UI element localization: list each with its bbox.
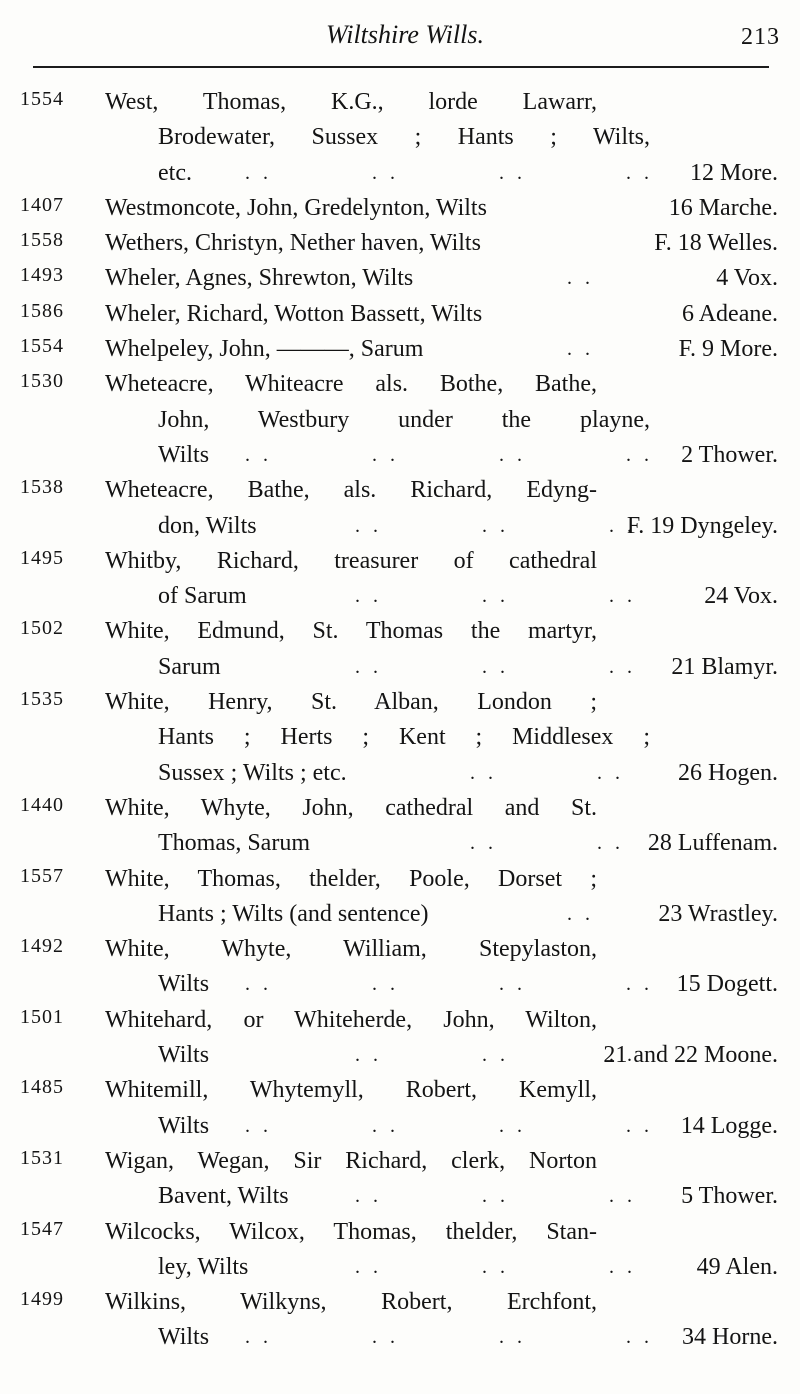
entry-description: Whelpeley, John, ———, Sarum: [105, 336, 424, 363]
entry-first-line: [0, 685, 800, 720]
register-reference: 12 More.: [690, 159, 778, 186]
entry-description: White, Thomas, thelder, Poole, Dorset ;: [105, 865, 597, 892]
register-reference: 21 Blamyr.: [671, 653, 778, 680]
register-reference: F. 18 Welles.: [654, 230, 778, 257]
page-header: [0, 16, 800, 56]
dot-leaders: . . . . . .: [355, 514, 632, 537]
entry-description: Wilkins, Wilkyns, Robert, Erchfont,: [105, 1289, 597, 1316]
will-entry: [0, 862, 800, 933]
entry-continuation-line: [0, 509, 800, 544]
dot-leaders: . . . . . .: [355, 1255, 632, 1278]
register-reference: 21 and 22 Moone.: [603, 1042, 778, 1069]
entry-description: Wilcocks, Wilcox, Thomas, thelder, Stan-: [105, 1218, 597, 1245]
dot-leaders: . . . . . .: [355, 585, 632, 608]
entry-year: 1547: [20, 1217, 64, 1240]
will-entry-list: [0, 85, 800, 1356]
will-entry: [0, 473, 800, 544]
will-entry: [0, 1144, 800, 1215]
register-reference: 16 Marche.: [668, 194, 778, 221]
entry-continuation-line: [0, 579, 800, 614]
entry-description: West, Thomas, K.G., lorde Lawarr,: [105, 89, 597, 115]
register-reference: F. 19 Dyngeley.: [626, 512, 778, 539]
entry-year: 1501: [20, 1005, 64, 1028]
entry-first-line: [0, 791, 800, 826]
entry-first-line: [0, 226, 800, 261]
register-reference: 34 Horne.: [682, 1324, 778, 1351]
will-entry: [0, 226, 800, 261]
register-reference: 26 Hogen.: [678, 759, 778, 786]
will-entry: [0, 261, 800, 296]
entry-year: 1492: [20, 935, 64, 958]
entry-first-line: [0, 544, 800, 579]
dot-leaders: . . . . . .: [355, 655, 632, 678]
will-entry: [0, 1285, 800, 1356]
entry-continuation-line: [0, 720, 800, 755]
register-reference: 28 Luffenam.: [647, 830, 778, 857]
entry-description: Wheteacre, Bathe, als. Richard, Edyng-: [105, 477, 597, 504]
entry-description: Wheler, Agnes, Shrewton, Wilts: [105, 265, 414, 292]
will-entry: [0, 791, 800, 862]
entry-continuation-line: [0, 1320, 800, 1355]
entry-year: 1554: [20, 335, 64, 358]
entry-description: White, Edmund, St. Thomas the martyr,: [105, 618, 597, 645]
dot-leaders: . .: [567, 338, 590, 361]
will-entry: [0, 932, 800, 1003]
entry-year: 1502: [20, 617, 64, 640]
will-entry: [0, 332, 800, 367]
dot-leaders: . .: [567, 902, 590, 925]
entry-description: ley, Wilts: [158, 1253, 249, 1280]
register-reference: 5 Thower.: [681, 1183, 778, 1210]
entry-description: Sarum: [158, 653, 221, 680]
entry-year: 1535: [20, 688, 64, 711]
will-entry: [0, 85, 800, 191]
entry-continuation-line: [0, 1250, 800, 1285]
entry-description: Whitehard, or Whiteherde, John, Wilton,: [105, 1006, 597, 1033]
entry-first-line: [0, 1215, 800, 1250]
header-rule: [33, 66, 769, 68]
entry-description: John, Westbury under the playne,: [158, 406, 650, 433]
entry-description: Wilts: [158, 1324, 210, 1351]
entry-description: White, Whyte, William, Stepylaston,: [105, 936, 597, 963]
dot-leaders: . .: [567, 267, 590, 290]
entry-year: 1586: [20, 299, 64, 322]
dot-leaders: . . . . . .: [355, 1044, 632, 1067]
entry-continuation-line: [0, 1179, 800, 1214]
entry-first-line: [0, 1003, 800, 1038]
entry-year: 1493: [20, 264, 64, 287]
register-reference: 49 Alen.: [696, 1253, 778, 1280]
entry-description: Sussex ; Wilts ; etc.: [158, 759, 347, 786]
entry-first-line: [0, 85, 800, 120]
page-number: 213: [741, 24, 780, 50]
entry-description: Wheteacre, Whiteacre als. Bothe, Bathe,: [105, 371, 597, 398]
entry-year: 1558: [20, 229, 64, 252]
entry-first-line: [0, 1285, 800, 1320]
entry-first-line: [0, 614, 800, 649]
dot-leaders: . . . . . . . .: [245, 161, 649, 184]
entry-first-line: [0, 332, 800, 367]
will-entry: [0, 1003, 800, 1074]
entry-year: 1531: [20, 1146, 64, 1169]
register-reference: F. 9 More.: [678, 336, 778, 363]
register-reference: 2 Thower.: [681, 441, 778, 468]
entry-first-line: [0, 367, 800, 402]
entry-description: Wilts: [158, 1112, 210, 1139]
entry-description: Brodewater, Sussex ; Hants ; Wilts,: [158, 124, 650, 151]
entry-first-line: [0, 191, 800, 226]
dot-leaders: . . . . . . . .: [245, 1326, 649, 1349]
entry-continuation-line: [0, 156, 800, 191]
running-title: Wiltshire Wills.: [326, 20, 484, 49]
entry-description: Wilts: [158, 971, 210, 998]
entry-first-line: [0, 297, 800, 332]
entry-description: of Sarum: [158, 583, 247, 610]
entry-continuation-line: [0, 1038, 800, 1073]
entry-continuation-line: [0, 967, 800, 1002]
entry-description: Wigan, Wegan, Sir Richard, clerk, Norton: [105, 1147, 597, 1174]
entry-description: Thomas, Sarum: [158, 830, 310, 857]
entry-description: Hants ; Wilts (and sentence): [158, 900, 429, 927]
entry-description: White, Whyte, John, cathedral and St.: [105, 794, 597, 821]
register-reference: 4 Vox.: [716, 265, 778, 292]
entry-year: 1440: [20, 793, 64, 816]
entry-year: 1557: [20, 864, 64, 887]
dot-leaders: . . . . . . . .: [245, 1114, 649, 1137]
entry-continuation-line: [0, 897, 800, 932]
entry-year: 1499: [20, 1288, 64, 1311]
entry-description: Westmoncote, John, Gredelynton, Wilts: [105, 194, 487, 221]
register-reference: 15 Dogett.: [676, 971, 778, 998]
entry-first-line: [0, 932, 800, 967]
will-entry: [0, 1073, 800, 1144]
will-entry: [0, 191, 800, 226]
register-reference: 6 Adeane.: [682, 300, 778, 327]
entry-description: White, Henry, St. Alban, London ;: [105, 689, 597, 716]
will-entry: [0, 544, 800, 615]
will-entry: [0, 367, 800, 473]
entry-first-line: [0, 261, 800, 296]
will-entry: [0, 685, 800, 791]
entry-year: 1538: [20, 476, 64, 499]
dot-leaders: . . . . . .: [355, 1185, 632, 1208]
entry-continuation-line: [0, 826, 800, 861]
will-entry: [0, 1215, 800, 1286]
entry-continuation-line: [0, 1109, 800, 1144]
entry-description: Wheler, Richard, Wotton Bassett, Wilts: [105, 300, 483, 327]
entry-first-line: [0, 1144, 800, 1179]
entry-continuation-line: [0, 438, 800, 473]
entry-year: 1485: [20, 1076, 64, 1099]
entry-year: 1495: [20, 546, 64, 569]
entry-year: 1530: [20, 370, 64, 393]
entry-description: Bavent, Wilts: [158, 1183, 289, 1210]
entry-description: etc.: [158, 159, 192, 186]
will-entry: [0, 614, 800, 685]
register-reference: 23 Wrastley.: [658, 900, 778, 927]
entry-description: Wilts: [158, 1042, 210, 1069]
register-reference: 24 Vox.: [704, 583, 778, 610]
entry-year: 1407: [20, 193, 64, 216]
dot-leaders: . . . .: [470, 832, 620, 855]
will-entry: [0, 297, 800, 332]
register-reference: 14 Logge.: [680, 1112, 778, 1139]
entry-first-line: [0, 1073, 800, 1108]
dot-leaders: . . . . . . . .: [245, 443, 649, 466]
entry-description: Wethers, Christyn, Nether haven, Wilts: [105, 230, 481, 257]
entry-continuation-line: [0, 120, 800, 155]
entry-description: Whitby, Richard, treasurer of cathedral: [105, 547, 597, 574]
entry-description: don, Wilts: [158, 512, 257, 539]
entry-description: Hants ; Herts ; Kent ; Middlesex ;: [158, 724, 650, 751]
entry-year: 1554: [20, 88, 64, 110]
entry-description: Whitemill, Whytemyll, Robert, Kemyll,: [105, 1077, 597, 1104]
dot-leaders: . . . . . . . .: [245, 973, 649, 996]
dot-leaders: . . . .: [470, 761, 620, 784]
entry-continuation-line: [0, 756, 800, 791]
entry-continuation-line: [0, 650, 800, 685]
entry-first-line: [0, 862, 800, 897]
entry-description: Wilts: [158, 441, 210, 468]
entry-first-line: [0, 473, 800, 508]
entry-continuation-line: [0, 403, 800, 438]
